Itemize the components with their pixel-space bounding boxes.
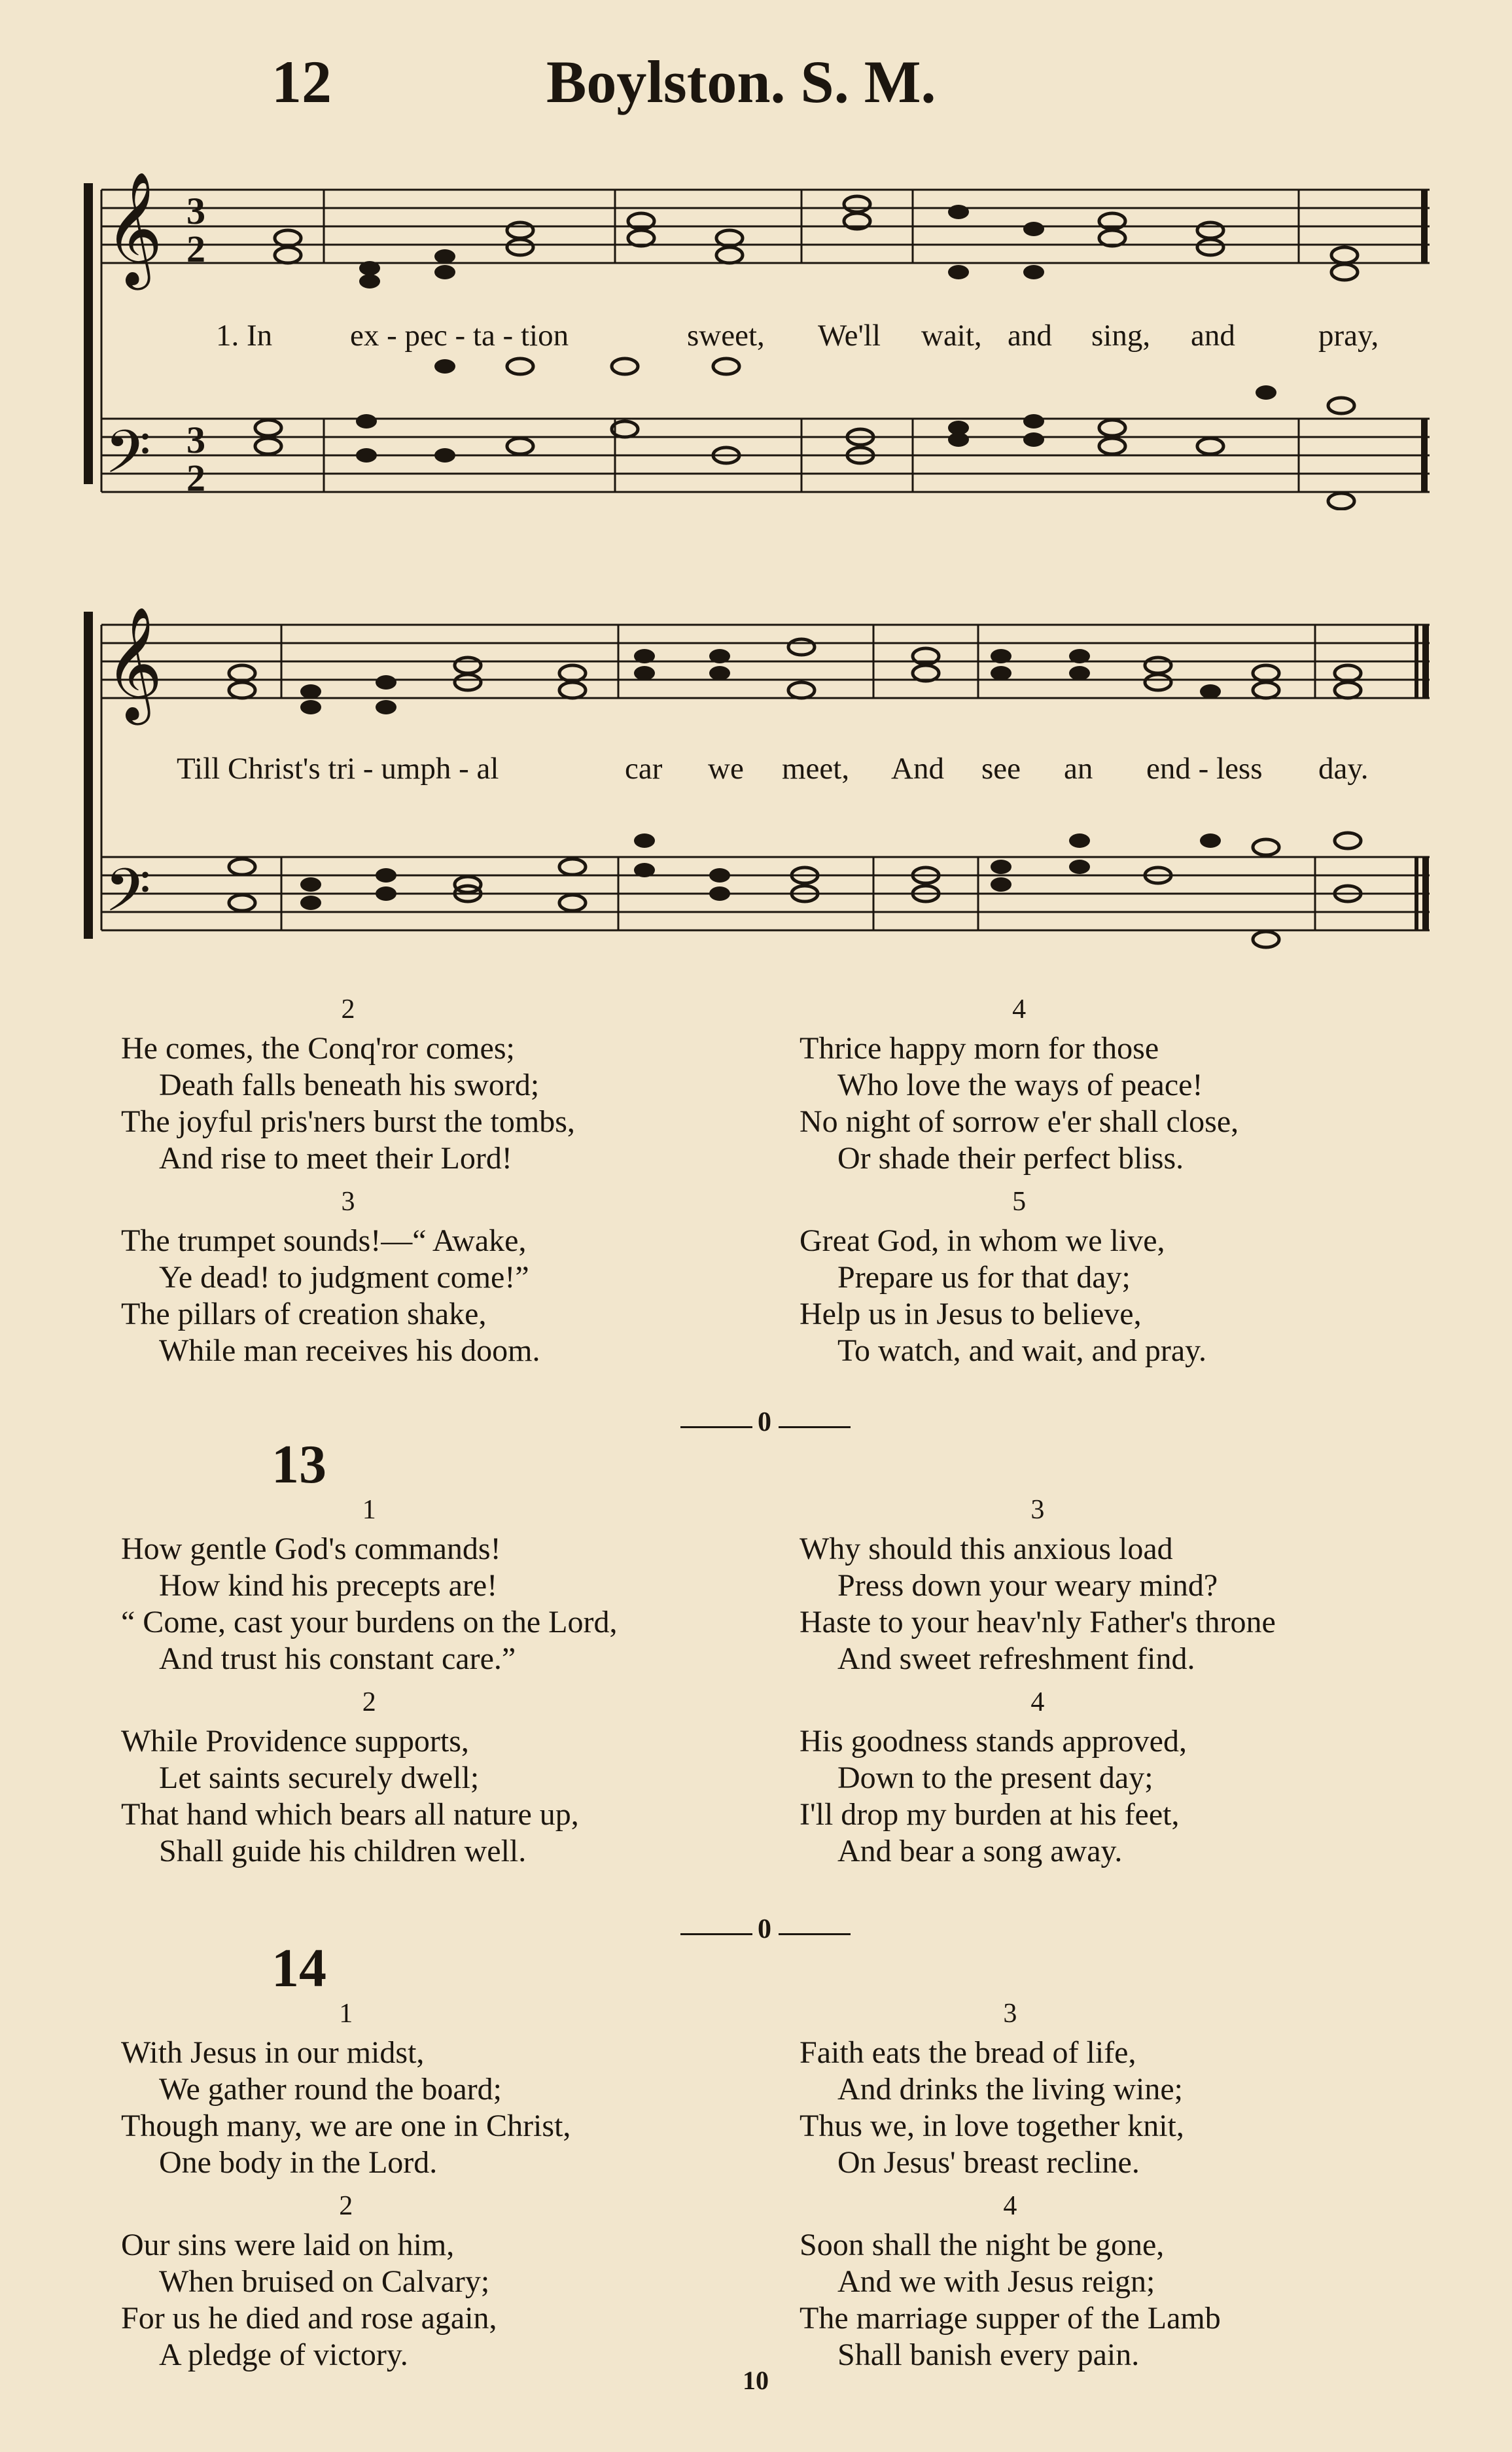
verse-number: 3 <box>341 1187 355 1217</box>
lyric-word: ex - pec - ta - tion <box>350 319 569 353</box>
lyric-word: Till Christ's tri - umph - al <box>177 752 499 786</box>
lyric-word: wait, <box>921 319 982 353</box>
verse-line: A pledge of victory. <box>159 2338 408 2372</box>
lyric-word: and <box>1191 319 1235 353</box>
music-system-2 <box>0 605 1512 972</box>
lyric-word: meet, <box>782 752 850 786</box>
verse-line: While Providence supports, <box>121 1724 469 1759</box>
bass-staff <box>101 857 1430 930</box>
verse-line: How gentle God's commands! <box>121 1532 501 1566</box>
verse-line: And rise to meet their Lord! <box>159 1141 512 1176</box>
verse-line: For us he died and rose again, <box>121 2301 497 2336</box>
verse-number: 4 <box>1030 1687 1045 1717</box>
verse-line: The trumpet sounds!—“ Awake, <box>121 1223 527 1258</box>
hymn14-right-column <box>800 1989 1221 2373</box>
verse-line: Death falls beneath his sword; <box>159 1068 540 1102</box>
verse-line: Press down your weary mind? <box>837 1568 1218 1603</box>
verse-line: That hand which bears all nature up, <box>121 1797 579 1832</box>
verse-number: 4 <box>1012 994 1027 1025</box>
verse-line: No night of sorrow e'er shall close, <box>800 1104 1239 1139</box>
hymn12-right-column <box>800 985 1239 1369</box>
verse-line: Why should this anxious load <box>800 1532 1173 1566</box>
lyric-word: and <box>1008 319 1052 353</box>
verse-line: How kind his precepts are! <box>159 1568 498 1603</box>
verse-line: “ Come, cast your burdens on the Lord, <box>121 1605 618 1639</box>
treble-notes <box>229 639 1361 698</box>
verse-line: Soon shall the night be gone, <box>800 2228 1165 2262</box>
verse-line: One body in the Lord. <box>159 2145 438 2180</box>
hymn-number: 12 <box>272 48 332 115</box>
hymn13-left-column <box>121 1485 617 1870</box>
verse-line: And bear a song away. <box>837 1834 1123 1868</box>
lyric-word: We'll <box>818 319 881 353</box>
verse-number: 5 <box>1012 1187 1027 1217</box>
verse-number: 2 <box>341 994 355 1025</box>
hymn14-left-column <box>121 1989 571 2373</box>
treble-filled-notes <box>359 205 1044 289</box>
verse-line: On Jesus' breast recline. <box>837 2145 1140 2180</box>
time-sig-bottom-bass: 2 <box>186 457 205 499</box>
verse-line: Thus we, in love together knit, <box>800 2109 1184 2143</box>
verse-line: Down to the present day; <box>837 1760 1153 1795</box>
separator-mark: 0 <box>758 1407 771 1437</box>
hymn-header <box>0 47 1512 126</box>
verse-number: 3 <box>1003 1999 1017 2029</box>
verse-line: Thrice happy morn for those <box>800 1031 1159 1066</box>
hymn13-right-column <box>800 1485 1276 1870</box>
time-sig-top-bass: 3 <box>186 419 205 461</box>
verse-line: We gather round the board; <box>159 2072 502 2107</box>
verse-line: Shall guide his children well. <box>159 1834 527 1868</box>
time-sig-top: 3 <box>186 190 205 232</box>
verse-line: Or shade their perfect bliss. <box>837 1141 1184 1176</box>
verse-line: Our sins were laid on him, <box>121 2228 455 2262</box>
verse-line: Ye dead! to judgment come!” <box>159 1260 529 1295</box>
lyric-word: see <box>981 752 1021 786</box>
verse-line: Haste to your heav'nly Father's throne <box>800 1605 1276 1639</box>
verse-line: I'll drop my burden at his feet, <box>800 1797 1180 1832</box>
tune-title: Boylston. S. M. <box>546 48 936 115</box>
lyric-word: car <box>625 752 663 786</box>
lyric-word: sing, <box>1091 319 1151 353</box>
lyric-word: And <box>891 752 944 786</box>
verse-line: And trust his constant care.” <box>159 1641 516 1676</box>
lyric-word: an <box>1064 752 1093 786</box>
section-separator <box>680 1914 857 1953</box>
hymn12-left-column <box>121 985 575 1369</box>
lyric-word: sweet, <box>687 319 765 353</box>
hymn-number: 14 <box>272 1938 326 1999</box>
verse-line: The marriage supper of the Lamb <box>800 2301 1221 2336</box>
verse-line: The joyful pris'ners burst the tombs, <box>121 1104 575 1139</box>
verse-line: His goodness stands approved, <box>800 1724 1187 1759</box>
verse-line: Help us in Jesus to believe, <box>800 1297 1142 1331</box>
bass-staff <box>101 419 1430 492</box>
verse-number: 1 <box>339 1999 353 2029</box>
treble-staff <box>101 625 1430 698</box>
verse-line: While man receives his doom. <box>159 1333 540 1368</box>
treble-clef-icon: 𝄞 <box>105 606 163 720</box>
verse-line: To watch, and wait, and pray. <box>837 1333 1206 1368</box>
verse-number: 3 <box>1030 1495 1045 1525</box>
separator-mark: 0 <box>758 1914 771 1944</box>
bass-clef-icon: 𝄢 <box>105 856 151 939</box>
verse-line: Great God, in whom we live, <box>800 1223 1165 1258</box>
hymn-number: 13 <box>272 1434 326 1495</box>
verse-line: When bruised on Calvary; <box>159 2264 490 2299</box>
treble-clef-icon: 𝄞 <box>105 171 163 285</box>
verse-number: 2 <box>362 1687 376 1717</box>
verse-number: 2 <box>339 2191 353 2221</box>
verse-line: Let saints securely dwell; <box>159 1760 480 1795</box>
bass-notes <box>255 359 1354 509</box>
bass-filled-notes <box>356 359 1276 463</box>
time-sig-bottom: 2 <box>186 228 205 270</box>
bass-clef-icon: 𝄢 <box>105 417 151 501</box>
verse-line: Though many, we are one in Christ, <box>121 2109 571 2143</box>
treble-filled-notes <box>300 649 1221 714</box>
verse-line: Faith eats the bread of life, <box>800 2035 1136 2070</box>
lyric-word: 1. In <box>216 319 273 353</box>
bass-filled-notes <box>300 833 1221 910</box>
verse-line: Prepare us for that day; <box>837 1260 1131 1295</box>
lyric-word: we <box>708 752 744 786</box>
verse-line: Shall banish every pain. <box>837 2338 1140 2372</box>
section-separator <box>680 1407 857 1446</box>
verse-line: And we with Jesus reign; <box>837 2264 1155 2299</box>
verse-line: And sweet refreshment find. <box>837 1641 1195 1676</box>
lyric-word: day. <box>1318 752 1369 786</box>
verse-line: Who love the ways of peace! <box>837 1068 1203 1102</box>
page-number: 10 <box>743 2366 769 2395</box>
verse-line: And drinks the living wine; <box>837 2072 1183 2107</box>
lyric-word: pray, <box>1318 319 1379 353</box>
lyric-word: end - less <box>1146 752 1263 786</box>
verse-number: 1 <box>362 1495 376 1525</box>
verse-number: 4 <box>1003 2191 1017 2221</box>
verse-line: He comes, the Conq'ror comes; <box>121 1031 515 1066</box>
verse-line: With Jesus in our midst, <box>121 2035 425 2070</box>
verse-line: The pillars of creation shake, <box>121 1297 487 1331</box>
